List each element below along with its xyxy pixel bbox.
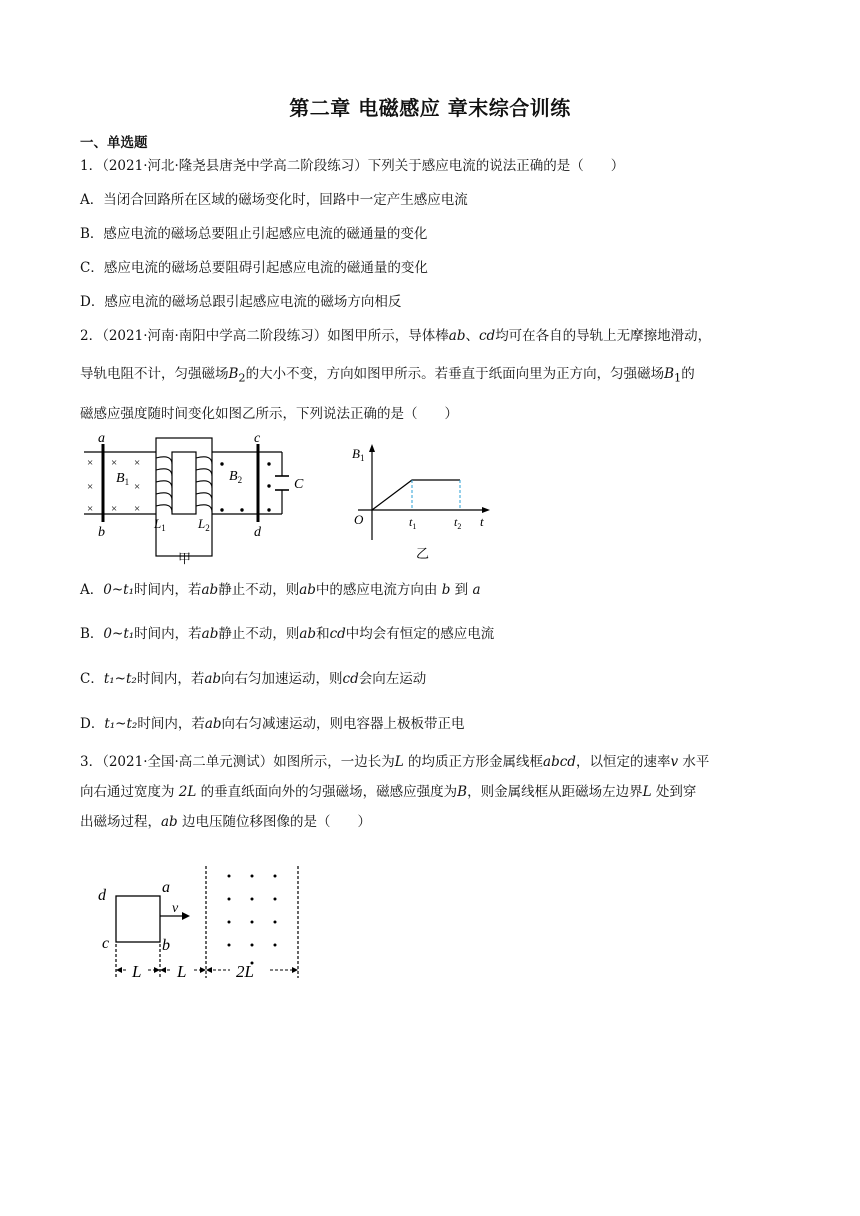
q2-stem-text: 均可在各自的导轨上无摩擦地滑动， bbox=[495, 328, 712, 344]
rod-ab: ab bbox=[204, 716, 222, 732]
opt-text: 中均会有恒定的感应电流 bbox=[345, 626, 495, 642]
corner-label-a: a bbox=[162, 879, 170, 896]
figure-caption-yi: 乙 bbox=[416, 546, 430, 561]
opt-prefix: B． bbox=[80, 626, 104, 642]
opt-text: 静止不动，则 bbox=[218, 626, 300, 642]
q2-stem-text: 的大小不变，方向如图甲所示。若垂直于纸面向里为正方向，匀强磁场 bbox=[245, 366, 665, 382]
var-l: L bbox=[642, 784, 652, 800]
opt-text: 向右匀加速运动，则 bbox=[221, 671, 343, 687]
q1-stem: 1．（2021·河北·隆尧县唐尧中学高二阶段练习）下列关于感应电流的说法正确的是（ ） bbox=[80, 158, 625, 174]
q1-option-b: B．感应电流的磁场总要阻止引起感应电流的磁通量的变化 bbox=[80, 226, 428, 242]
q2-stem-text: 2．（2021·河南·南阳中学高二阶段练习）如图甲所示，导体棒 bbox=[80, 328, 449, 344]
q2-b2: B bbox=[228, 366, 239, 382]
time-range: t₁~t₂ bbox=[103, 671, 137, 687]
opt-prefix: A． bbox=[80, 582, 104, 598]
svg-text:×: × bbox=[134, 503, 141, 515]
q2-rod-cd: cd bbox=[478, 328, 496, 344]
opt-text: 向右匀减速运动，则电容器上极板带正电 bbox=[221, 716, 465, 732]
q2-option-c bbox=[80, 669, 426, 689]
opt-text: 时间内，若 bbox=[137, 716, 205, 732]
q2-option-a bbox=[80, 580, 481, 600]
q2-b1: B bbox=[664, 366, 675, 382]
coil-label-l1: $L_1$ bbox=[154, 516, 166, 533]
point-b: b bbox=[441, 582, 451, 598]
svg-text:×: × bbox=[87, 481, 94, 493]
q2-stem-line2 bbox=[80, 364, 695, 389]
velocity-label: v bbox=[172, 901, 179, 916]
dim-label-l1: L bbox=[132, 962, 142, 981]
q1-option-d: D．感应电流的磁场总跟引起感应电流的磁场方向相反 bbox=[80, 294, 402, 310]
q2-option-b bbox=[80, 624, 494, 644]
rod-label-a: a bbox=[98, 432, 105, 446]
time-range: 0~t₁ bbox=[103, 626, 135, 642]
dim-label-2l: 2L bbox=[236, 962, 254, 981]
q2-stem-line3: 磁感应强度随时间变化如图乙所示，下列说法正确的是（ ） bbox=[80, 406, 458, 422]
opt-text: 时间内，若 bbox=[134, 582, 202, 598]
opt-text: 到 bbox=[454, 582, 469, 598]
x-axis-label: t bbox=[480, 514, 484, 529]
q2-stem-line1 bbox=[80, 326, 711, 346]
q1-option-a: A．当闭合回路所在区域的磁场变化时，回路中一定产生感应电流 bbox=[80, 192, 468, 208]
point-a: a bbox=[472, 582, 481, 598]
q3-stem-text: 水平 bbox=[682, 754, 710, 770]
q3-stem-text: 的垂直纸面向外的匀强磁场，磁感应强度为 bbox=[200, 784, 458, 800]
q3-stem-line3 bbox=[80, 812, 371, 832]
section-heading: 一、单选题 bbox=[80, 135, 148, 151]
rod-cd: cd bbox=[329, 626, 346, 642]
corner-label-b: b bbox=[162, 937, 170, 954]
var-2l: 2L bbox=[178, 784, 197, 800]
figure-caption-jia: 甲 bbox=[178, 551, 192, 566]
origin-label: O bbox=[354, 512, 364, 527]
q3-stem-line2 bbox=[80, 782, 696, 802]
q3-stem-text: 3．（2021·全国·高二单元测试）如图所示，一边长为 bbox=[80, 754, 395, 770]
opt-text: 和 bbox=[316, 626, 330, 642]
q2-rod-ab: ab bbox=[448, 328, 466, 344]
q2-sep: 、 bbox=[465, 328, 479, 344]
q3-stem-text: 向右通过宽度为 bbox=[80, 784, 175, 800]
coil-label-l2: $L_2$ bbox=[198, 516, 210, 533]
rod-ab: ab bbox=[299, 626, 317, 642]
q3-stem-text: 处到穿 bbox=[655, 784, 697, 800]
opt-prefix: C． bbox=[80, 671, 104, 687]
q2-option-d bbox=[80, 714, 465, 734]
var-b: B bbox=[457, 784, 468, 800]
svg-text:×: × bbox=[111, 457, 118, 469]
rod-ab: ab bbox=[201, 582, 219, 598]
q3-stem-text: 的均质正方形金属线框 bbox=[408, 754, 544, 770]
dim-label-l2: L bbox=[177, 962, 187, 981]
rod-label-d: d bbox=[254, 525, 261, 540]
var-abcd: abcd bbox=[543, 754, 576, 770]
tick-label-t1: $t_1$ bbox=[409, 515, 417, 531]
corner-label-d: d bbox=[98, 887, 106, 904]
q3-stem-text: ，以恒定的速率 bbox=[575, 754, 671, 770]
svg-text:×: × bbox=[134, 457, 141, 469]
opt-text: 时间内，若 bbox=[136, 671, 205, 687]
var-l: L bbox=[394, 754, 404, 770]
capacitor-label: C bbox=[294, 477, 304, 492]
tick-label-t2: $t_2$ bbox=[454, 515, 462, 531]
rod-label-c: c bbox=[254, 432, 261, 446]
opt-prefix: D． bbox=[80, 716, 105, 732]
opt-text: 会向左运动 bbox=[358, 671, 427, 687]
q3-stem-text: ，则金属线框从距磁场左边界 bbox=[467, 784, 643, 800]
q3-stem-text: 出磁场过程， bbox=[80, 814, 161, 830]
corner-label-c: c bbox=[102, 935, 110, 952]
q2-stem-text: 导轨电阻不计，匀强磁场 bbox=[80, 366, 229, 382]
q3-stem-text: 边电压随位移图像的是（ ） bbox=[182, 814, 371, 830]
rod-ab: ab bbox=[201, 626, 219, 642]
rod-ab: ab bbox=[299, 582, 316, 598]
field-label-b2: $B_2$ bbox=[229, 469, 243, 485]
q3-figure bbox=[94, 862, 314, 987]
opt-text: 中的感应电流方向由 bbox=[315, 582, 438, 598]
svg-text:×: × bbox=[111, 503, 118, 515]
y-axis-label: $B_1$ bbox=[352, 446, 365, 463]
rod-label-b: b bbox=[98, 525, 105, 540]
page-title: 第二章 电磁感应 章末综合训练 bbox=[289, 96, 571, 120]
q2-b1-sub: 1 bbox=[674, 371, 682, 385]
q2-figure-yi bbox=[350, 440, 500, 565]
q1-option-c: C．感应电流的磁场总要阻碍引起感应电流的磁通量的变化 bbox=[80, 260, 428, 276]
opt-text: 静止不动，则 bbox=[218, 582, 300, 598]
q2-stem-text: 的 bbox=[681, 366, 695, 382]
q2-figure-jia bbox=[84, 432, 314, 567]
q2-b2-sub: 2 bbox=[238, 371, 246, 385]
svg-text:×: × bbox=[87, 457, 94, 469]
time-range: 0~t₁ bbox=[103, 582, 134, 598]
field-label-b1: $B_1$ bbox=[116, 471, 130, 487]
svg-text:×: × bbox=[87, 503, 94, 515]
opt-text: 时间内，若 bbox=[134, 626, 202, 642]
var-v: v bbox=[670, 754, 679, 770]
rod-ab: ab bbox=[204, 671, 222, 687]
rod-cd: cd bbox=[342, 671, 359, 687]
q3-stem-line1 bbox=[80, 752, 709, 772]
time-range: t₁~t₂ bbox=[104, 716, 138, 732]
svg-text:×: × bbox=[134, 481, 141, 493]
var-ab: ab bbox=[161, 814, 178, 830]
